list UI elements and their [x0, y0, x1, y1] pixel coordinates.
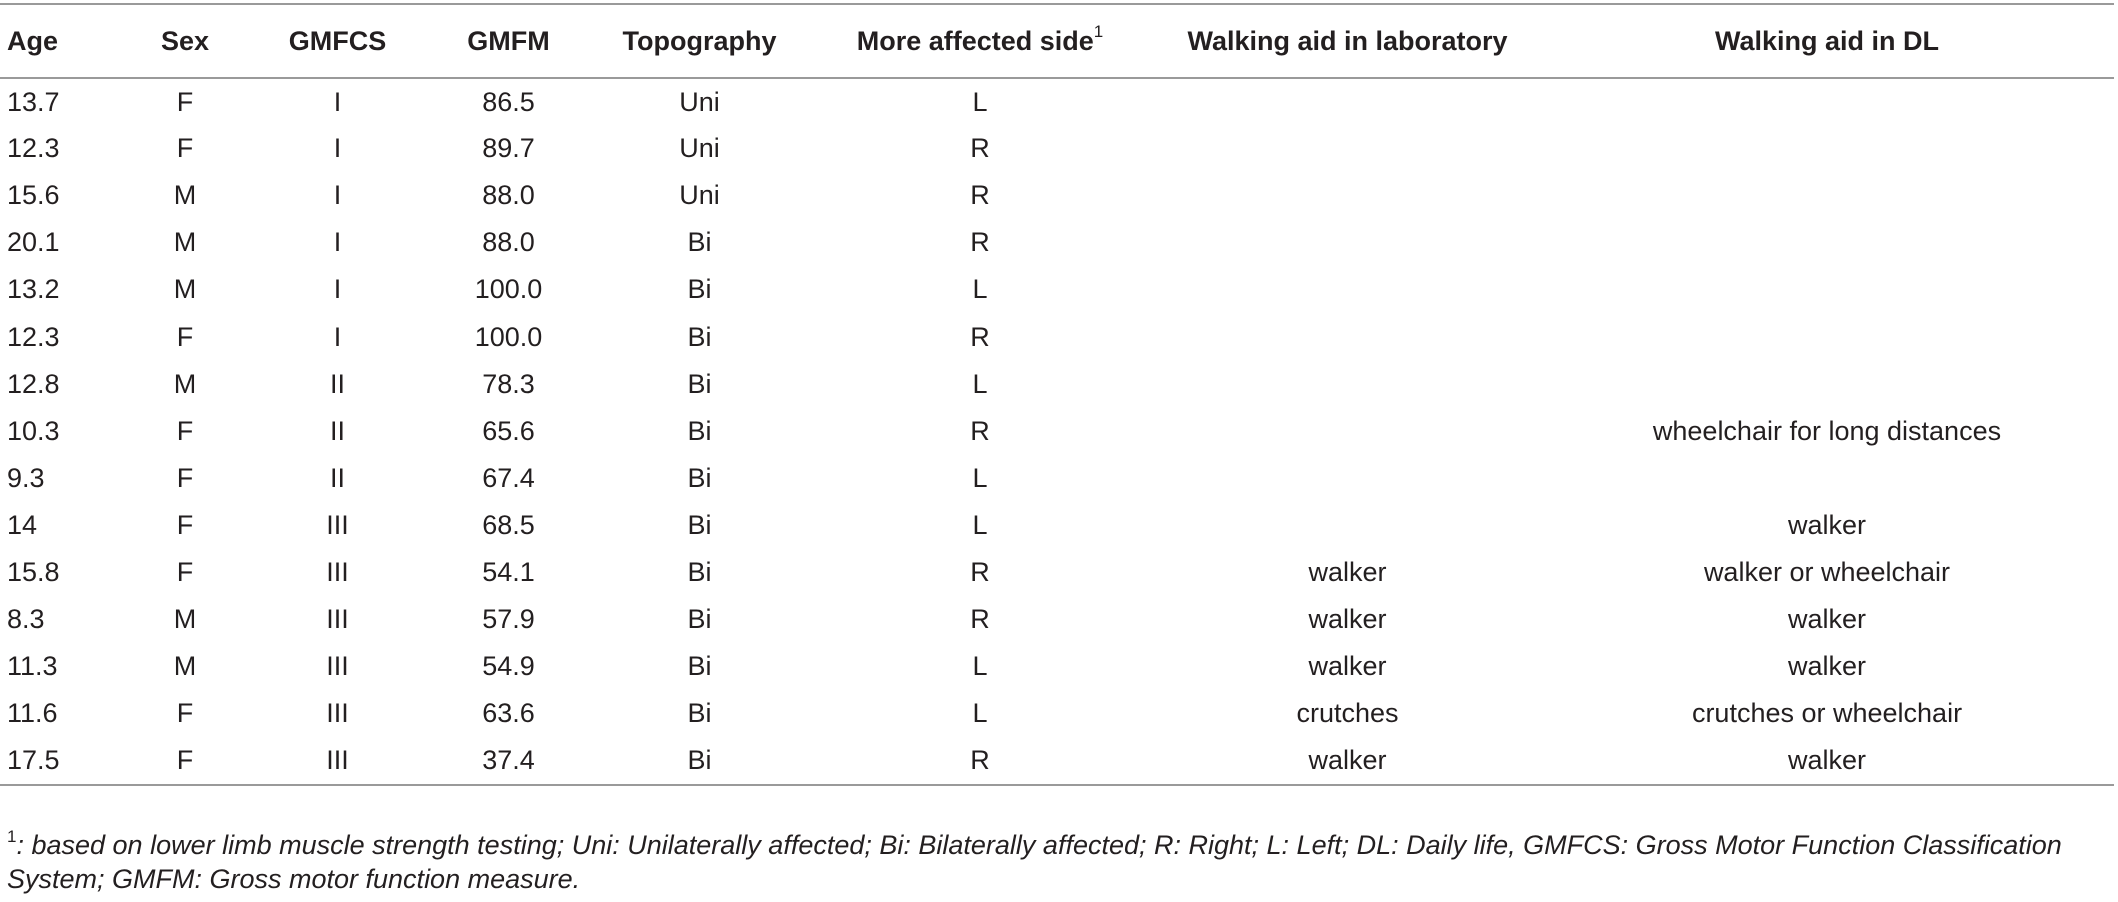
cell-topography: Bi [687, 604, 712, 635]
cell-sex: F [176, 509, 194, 540]
cell-age: 12.8 [7, 368, 60, 399]
cell-topography: Bi [687, 462, 712, 493]
cell-gmfm: 57.9 [482, 604, 535, 635]
cell-topography: Bi [687, 274, 712, 305]
table-row [0, 502, 2114, 549]
table-row [0, 125, 2114, 172]
cell-walking-aid-dl [1540, 125, 2114, 172]
cell-more-affected-side: R [970, 604, 990, 635]
header-walking-aid-lab: Walking aid in laboratory [1155, 4, 1540, 78]
cell-more-affected-side: L [972, 462, 988, 493]
cell-gmfm: 63.6 [482, 698, 535, 729]
cell-gmfcs: I [333, 133, 342, 164]
table-row [0, 266, 2114, 313]
table-row [0, 690, 2114, 737]
cell-more-affected-side: R [970, 227, 990, 258]
header-more-affected-side-label: More affected side [856, 26, 1094, 56]
header-walking-aid-dl: Walking aid in DL [1540, 4, 2114, 78]
cell-gmfcs: III [326, 651, 349, 682]
cell-walking-aid-dl [1540, 455, 2114, 502]
cell-walking-aid-lab [1155, 266, 1540, 313]
cell-walking-aid-lab: walker [1308, 556, 1387, 587]
cell-walking-aid-dl [1540, 78, 2114, 125]
header-topography: Topography [594, 4, 805, 78]
cell-walking-aid-lab: crutches [1296, 698, 1399, 729]
cell-walking-aid-lab [1155, 361, 1540, 408]
cell-more-affected-side: L [972, 651, 988, 682]
cell-walking-aid-dl [1540, 219, 2114, 266]
cell-walking-aid-lab: walker [1308, 604, 1387, 635]
cell-sex: M [173, 604, 197, 635]
cell-gmfcs: III [326, 509, 349, 540]
cell-gmfcs: II [329, 415, 345, 446]
header-footnote-marker: 1 [1093, 22, 1104, 41]
header-gmfm: GMFM [423, 4, 594, 78]
footnote-line-2 [7, 862, 2107, 896]
cell-gmfm: 37.4 [423, 737, 594, 785]
cell-gmfcs: II [329, 368, 345, 399]
cell-sex: F [176, 321, 194, 352]
table-row [0, 455, 2114, 502]
cell-more-affected-side: R [970, 556, 990, 587]
cell-gmfcs: II [329, 462, 345, 493]
cell-sex: F [176, 698, 194, 729]
cell-walking-aid-lab [1155, 172, 1540, 219]
cell-topography: Bi [687, 227, 712, 258]
cell-walking-aid-dl: walker [1787, 604, 1867, 635]
cell-topography: Bi [687, 368, 712, 399]
cell-topography: Bi [687, 698, 712, 729]
cell-age: 20.1 [7, 227, 60, 258]
cell-sex: M [173, 274, 197, 305]
cell-more-affected-side: R [805, 737, 1155, 785]
cell-walking-aid-lab [1155, 502, 1540, 549]
cell-more-affected-side: R [970, 321, 990, 352]
cell-gmfm: 67.4 [482, 462, 535, 493]
participant-table [0, 3, 2114, 786]
cell-sex: M [173, 180, 197, 211]
cell-walking-aid-dl: walker or wheelchair [1703, 556, 1951, 587]
table-row [0, 313, 2114, 360]
footnote-text-1: : based on lower limb muscle strength testing; Uni: Unilaterally affected; Bi: Bilaterally affected; R: Right; L: Left; DL: Daily life, GMFCS: Gross Motor Function Classification [16, 830, 2062, 860]
header-more-affected-side [805, 4, 1155, 78]
table-header [0, 4, 2114, 78]
table-row [0, 408, 2114, 455]
cell-walking-aid-dl: walker [1787, 651, 1867, 682]
table-row [0, 361, 2114, 408]
cell-age: 11.6 [7, 698, 58, 729]
cell-sex: F [118, 737, 252, 785]
header-row [0, 4, 2114, 78]
cell-walking-aid-dl: wheelchair for long distances [1652, 415, 2002, 446]
footnote-line-1 [7, 822, 2107, 862]
cell-gmfm: 88.0 [482, 180, 535, 211]
cell-topography: Bi [687, 509, 712, 540]
cell-age: 13.2 [7, 274, 60, 305]
cell-walking-aid-dl [1540, 313, 2114, 360]
cell-gmfcs: I [333, 321, 342, 352]
footnote-marker: 1 [7, 827, 17, 846]
cell-gmfm: 100.0 [474, 321, 543, 352]
cell-gmfcs: I [333, 274, 342, 305]
cell-walking-aid-dl [1540, 266, 2114, 313]
cell-gmfm: 54.1 [482, 556, 535, 587]
cell-more-affected-side: L [972, 86, 988, 117]
cell-walking-aid-lab [1155, 219, 1540, 266]
cell-gmfcs: I [333, 180, 342, 211]
cell-sex: F [176, 415, 194, 446]
cell-more-affected-side: L [972, 274, 988, 305]
cell-gmfcs: III [326, 604, 349, 635]
cell-gmfm: 68.5 [482, 509, 535, 540]
cell-gmfm: 54.9 [482, 651, 535, 682]
cell-age: 15.8 [7, 556, 60, 587]
table-row [0, 737, 2114, 785]
cell-walking-aid-lab [1155, 455, 1540, 502]
table-footnote [7, 822, 2107, 896]
table-row [0, 78, 2114, 125]
cell-sex: F [176, 133, 194, 164]
cell-topography: Bi [687, 415, 712, 446]
cell-gmfm: 78.3 [482, 368, 535, 399]
cell-walking-aid-dl [1540, 361, 2114, 408]
cell-topography: Bi [687, 651, 712, 682]
cell-walking-aid-dl: walker [1787, 509, 1867, 540]
table-row [0, 596, 2114, 643]
cell-more-affected-side: L [972, 509, 988, 540]
cell-gmfcs: I [333, 86, 342, 117]
cell-walking-aid-dl: walker [1540, 737, 2114, 785]
table-row [0, 643, 2114, 690]
cell-more-affected-side: R [970, 180, 990, 211]
cell-topography: Uni [679, 180, 720, 211]
cell-more-affected-side: R [970, 415, 990, 446]
header-age: Age [0, 4, 118, 78]
cell-topography: Uni [679, 133, 720, 164]
table-row [0, 549, 2114, 596]
cell-sex: F [176, 556, 194, 587]
cell-topography: Bi [687, 556, 712, 587]
cell-sex: F [176, 86, 194, 117]
cell-topography: Bi [687, 321, 712, 352]
cell-walking-aid-lab [1155, 78, 1540, 125]
cell-walking-aid-lab [1155, 125, 1540, 172]
cell-gmfcs: III [326, 556, 349, 587]
cell-gmfm: 89.7 [482, 133, 535, 164]
cell-age: 10.3 [7, 415, 60, 446]
cell-gmfcs: III [252, 737, 423, 785]
table-row [0, 219, 2114, 266]
cell-more-affected-side: L [972, 698, 988, 729]
header-sex: Sex [118, 4, 252, 78]
header-gmfcs: GMFCS [252, 4, 423, 78]
cell-age: 8.3 [7, 604, 45, 635]
cell-age: 9.3 [7, 462, 45, 493]
cell-gmfm: 86.5 [482, 86, 535, 117]
cell-age: 15.6 [7, 180, 60, 211]
cell-sex: M [173, 368, 197, 399]
cell-topography: Bi [594, 737, 805, 785]
cell-walking-aid-lab [1155, 408, 1540, 455]
cell-gmfm: 100.0 [474, 274, 543, 305]
cell-walking-aid-dl [1540, 172, 2114, 219]
cell-more-affected-side: L [972, 368, 988, 399]
footnote-text-2: System; GMFM: Gross motor function measure. [7, 864, 581, 894]
table-body [0, 78, 2114, 785]
cell-sex: M [173, 651, 197, 682]
cell-age: 17.5 [0, 737, 118, 785]
cell-walking-aid-lab: walker [1155, 737, 1540, 785]
cell-walking-aid-lab [1155, 313, 1540, 360]
cell-sex: M [173, 227, 197, 258]
cell-sex: F [176, 462, 194, 493]
cell-gmfm: 88.0 [482, 227, 535, 258]
cell-age: 13.7 [7, 86, 60, 117]
cell-age: 11.3 [7, 651, 58, 682]
cell-gmfcs: III [326, 698, 349, 729]
cell-walking-aid-dl: crutches or wheelchair [1691, 698, 1963, 729]
cell-walking-aid-lab: walker [1308, 651, 1387, 682]
cell-age: 14 [7, 509, 38, 540]
table-row [0, 172, 2114, 219]
cell-age: 12.3 [7, 133, 60, 164]
cell-topography: Uni [679, 86, 720, 117]
cell-gmfm: 65.6 [482, 415, 535, 446]
cell-gmfcs: I [333, 227, 342, 258]
cell-age: 12.3 [7, 321, 60, 352]
cell-more-affected-side: R [970, 133, 990, 164]
